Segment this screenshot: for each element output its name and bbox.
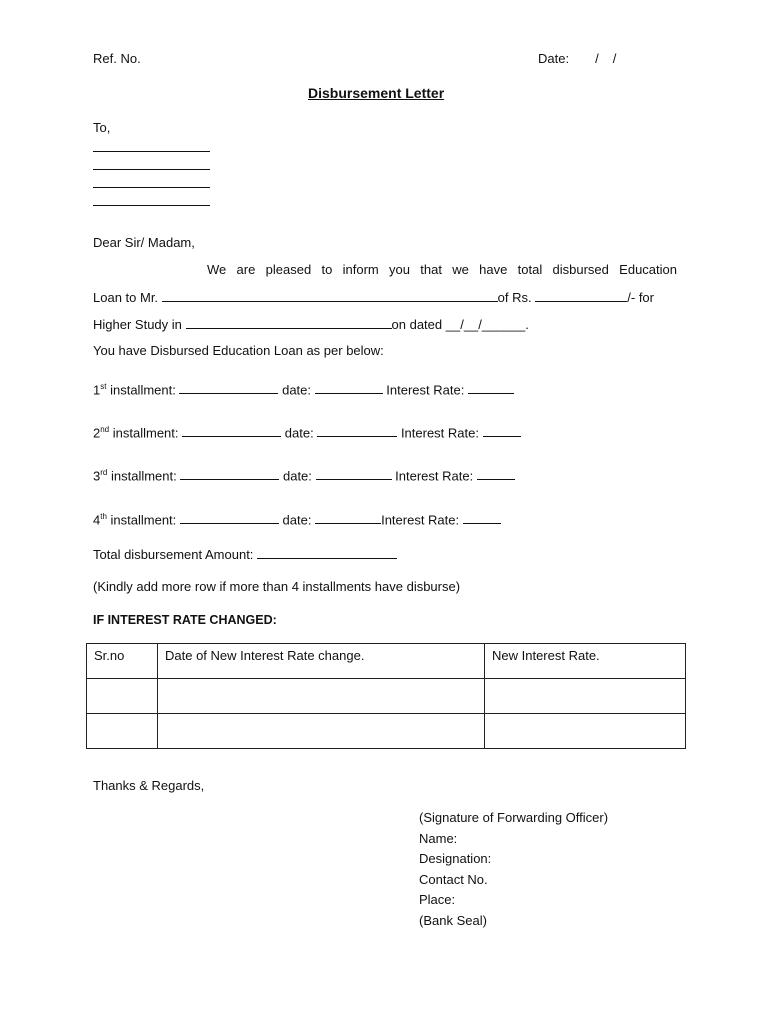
table-cell[interactable] [485, 679, 686, 714]
dated-field[interactable]: __/__/______. [445, 317, 529, 332]
installment-rate-field[interactable] [477, 467, 515, 480]
for-label: /- for [627, 290, 654, 305]
installment-rate-field[interactable] [483, 424, 521, 437]
intro-line: We are pleased to inform you that we have total disbursed Education [207, 262, 677, 277]
installment-label: installment: [110, 382, 176, 398]
table-header-cell: Sr.no [87, 644, 158, 679]
address-line[interactable] [93, 169, 210, 170]
installment-ordinal: th [100, 512, 107, 521]
total-line [93, 546, 397, 563]
installment-rate-label: Interest Rate: [400, 425, 479, 441]
ref-no-label: Ref. No. [93, 51, 141, 66]
on-dated-label: on dated [391, 317, 443, 332]
installment-row [93, 422, 521, 441]
table-cell[interactable] [158, 679, 485, 714]
table-header-cell: Date of New Interest Rate change. [158, 644, 485, 679]
installment-date-label: date: [284, 425, 314, 441]
installment-date-label: date: [282, 382, 312, 398]
rate-change-heading: IF INTEREST RATE CHANGED: [93, 613, 277, 627]
address-line[interactable] [93, 151, 210, 152]
signature-place: Place: [419, 892, 456, 907]
page-title: Disbursement Letter [308, 85, 445, 101]
table-row [87, 679, 686, 714]
installment-amount-field[interactable] [180, 467, 279, 480]
installment-date-label: date: [282, 468, 312, 484]
date-label: Date: [538, 51, 570, 66]
installment-amount-field[interactable] [182, 424, 281, 437]
borrower-name-field[interactable] [162, 289, 498, 302]
installment-number: 2 [93, 425, 101, 441]
address-line[interactable] [93, 187, 210, 188]
installment-date-label: date: [282, 512, 312, 528]
signature-line: (Signature of Forwarding Officer) [419, 810, 609, 825]
installment-rate-label: Interest Rate: [395, 468, 474, 484]
signature-contact: Contact No. [419, 872, 488, 887]
higher-study-label: Higher Study in [93, 317, 182, 332]
installment-rate-field[interactable] [463, 511, 501, 524]
total-amount-field[interactable] [257, 546, 397, 559]
closing-text: Thanks & Regards, [93, 778, 205, 793]
date-separator: / [595, 51, 599, 66]
installment-label: installment: [112, 425, 179, 441]
installment-date-field[interactable] [315, 511, 381, 524]
installment-amount-field[interactable] [179, 381, 278, 394]
signature-seal: (Bank Seal) [419, 913, 487, 928]
date-header [538, 51, 616, 67]
address-line[interactable] [93, 205, 210, 206]
installment-date-field[interactable] [317, 431, 397, 437]
table-header-cell: New Interest Rate. [485, 644, 686, 679]
table-cell[interactable] [87, 714, 158, 749]
installment-ordinal: nd [100, 425, 110, 434]
installment-ordinal: st [100, 382, 107, 391]
table-cell[interactable] [158, 714, 485, 749]
loan-to-line [93, 289, 654, 306]
installment-date-field[interactable] [316, 469, 392, 480]
installment-row [93, 509, 501, 528]
installment-number: 1 [93, 382, 101, 398]
higher-study-line [93, 316, 529, 333]
installment-date-field[interactable] [315, 381, 383, 394]
installment-row [93, 465, 515, 484]
as-per-line: You have Disbursed Education Loan as per below: [93, 343, 384, 358]
installment-label: installment: [110, 512, 177, 528]
study-course-field[interactable] [186, 316, 392, 329]
installment-amount-field[interactable] [180, 511, 279, 524]
installment-rate-label: Interest Rate: [381, 512, 460, 528]
table-cell[interactable] [87, 679, 158, 714]
loan-amount-field[interactable] [535, 289, 627, 302]
table-cell[interactable] [485, 714, 686, 749]
installment-ordinal: rd [100, 468, 108, 477]
rate-change-table [86, 643, 686, 749]
total-label: Total disbursement Amount: [93, 547, 254, 562]
salutation: Dear Sir/ Madam, [93, 235, 195, 250]
table-row [87, 714, 686, 749]
note-text: (Kindly add more row if more than 4 installments have disburse) [93, 579, 461, 594]
signature-designation: Designation: [419, 851, 492, 866]
date-separator: / [612, 51, 617, 66]
installment-number: 3 [93, 468, 101, 484]
installment-row [93, 379, 514, 398]
signature-name: Name: [419, 831, 458, 846]
installment-number: 4 [93, 512, 101, 528]
to-label: To, [93, 120, 111, 135]
loan-to-label: Loan to Mr. [93, 290, 159, 305]
installment-rate-field[interactable] [468, 381, 514, 394]
of-rs-label: of Rs. [497, 290, 532, 305]
installment-rate-label: Interest Rate: [386, 382, 465, 398]
installment-label: installment: [110, 468, 177, 484]
table-header-row [87, 644, 686, 679]
